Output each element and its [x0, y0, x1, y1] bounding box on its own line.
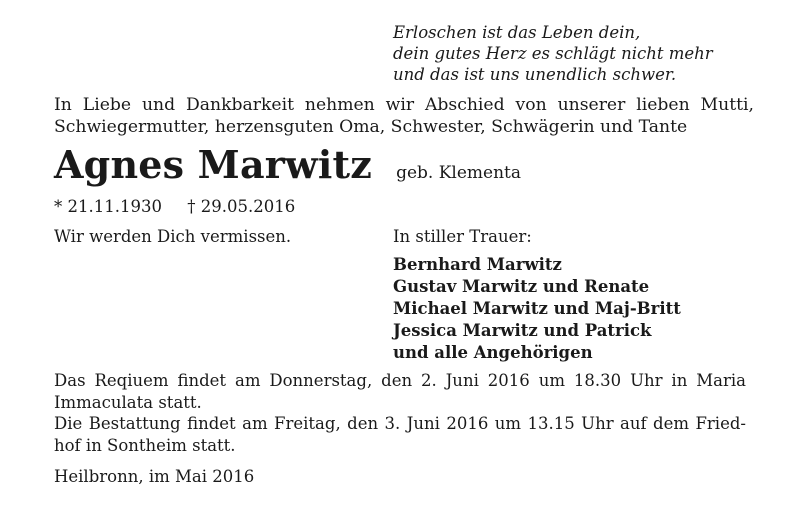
- intro-line: Schwiegermutter, herzensguten Oma, Schwester, Schwägerin und Tante: [54, 117, 688, 137]
- farewell-text: Wir werden Dich vermissen.: [54, 227, 292, 246]
- deceased-header: [54, 143, 521, 187]
- service-notice: [54, 370, 746, 456]
- mourners-heading: In stiller Trauer:: [393, 227, 532, 246]
- mourner-name: Jessica Marwitz und Patrick: [393, 321, 652, 340]
- birth-date: * 21.11.1930: [54, 197, 162, 216]
- burial-line: Die Bestattung findet am Freitag, den 3. Juni 2016 um 13.15 Uhr auf dem Fried-: [54, 414, 746, 433]
- death-date: † 29.05.2016: [187, 197, 296, 216]
- memorial-poem: [393, 22, 773, 85]
- intro-text: [54, 94, 754, 138]
- mourners-list: [393, 254, 681, 364]
- poem-line: und das ist uns unendlich schwer.: [393, 65, 677, 84]
- requiem-line: Immaculata statt.: [54, 392, 202, 412]
- poem-line: Erloschen ist das Leben dein,: [393, 23, 641, 42]
- burial-line: hof in Sontheim statt.: [54, 435, 236, 455]
- poem-line: dein gutes Herz es schlägt nicht mehr: [393, 44, 713, 63]
- mourner-name: Bernhard Marwitz: [393, 255, 562, 274]
- mourner-name: Gustav Marwitz und Renate: [393, 277, 650, 296]
- birth-name: geb. Klementa: [396, 163, 522, 183]
- mourner-name: und alle Angehörigen: [393, 343, 593, 362]
- place-date: Heilbronn, im Mai 2016: [54, 467, 255, 486]
- intro-line: In Liebe und Dankbarkeit nehmen wir Abschied von unserer lieben Mutti,: [54, 95, 754, 115]
- life-dates: [54, 196, 295, 218]
- deceased-name: Agnes Marwitz: [54, 142, 373, 187]
- mourner-name: Michael Marwitz und Maj-Britt: [393, 299, 681, 318]
- requiem-line: Das Reqiuem findet am Donnerstag, den 2. Juni 2016 um 18.30 Uhr in Maria: [54, 371, 746, 390]
